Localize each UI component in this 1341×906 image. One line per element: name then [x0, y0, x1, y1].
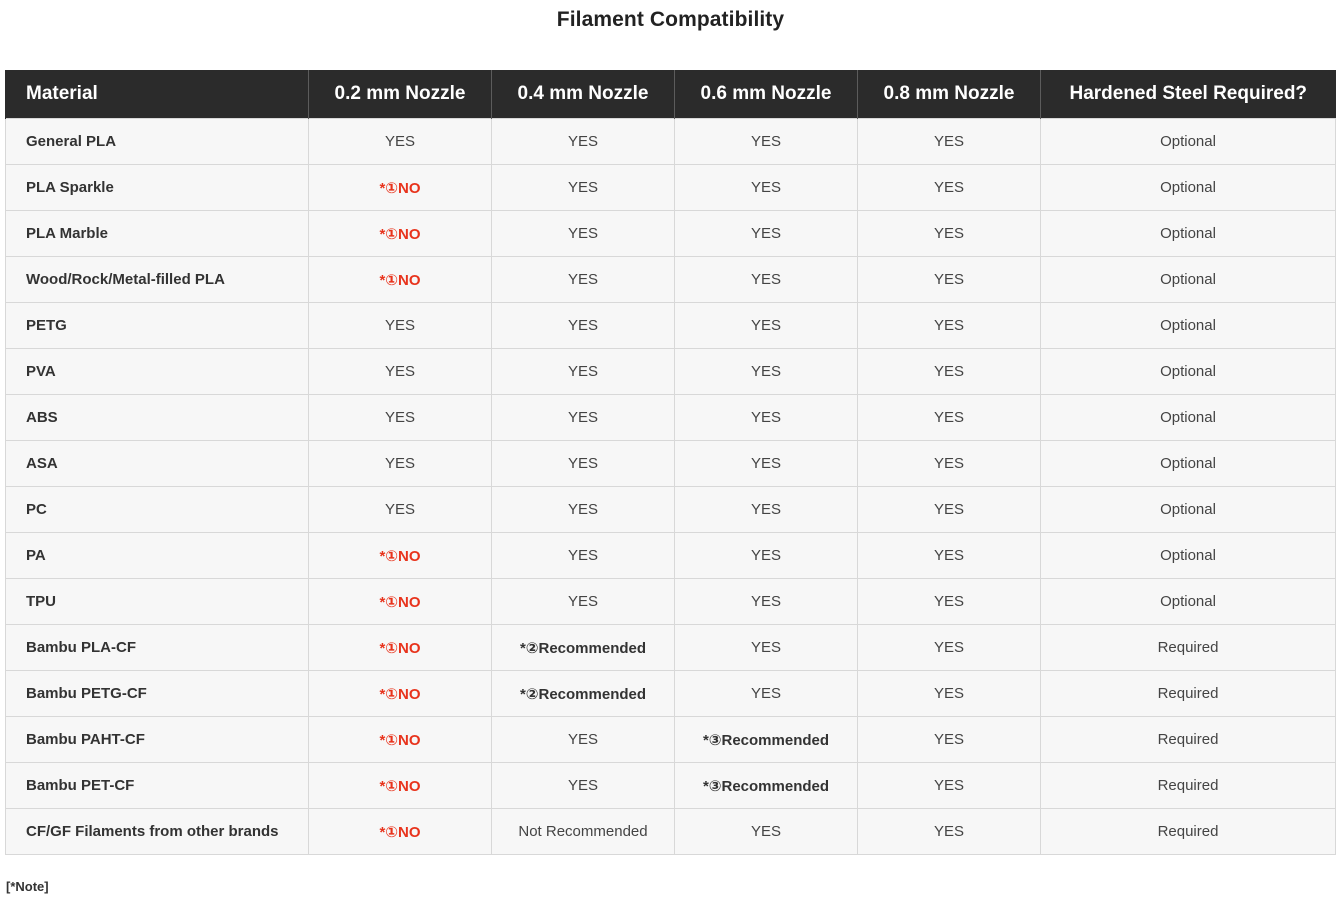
table-row	[6, 579, 1336, 625]
nozzle-0-4-cell	[492, 533, 675, 579]
hardened-steel-cell	[1041, 625, 1336, 671]
nozzle-0-2-cell	[309, 579, 492, 625]
nozzle-0-2-cell	[309, 119, 492, 165]
nozzle-0-6-cell	[675, 257, 858, 303]
hardened-steel-cell	[1041, 487, 1336, 533]
material-name-cell: Wood/Rock/Metal-filled PLA	[6, 257, 309, 303]
status-text: YES	[933, 179, 964, 196]
nozzle-0-6-cell	[675, 395, 858, 441]
nozzle-0-2-cell	[309, 395, 492, 441]
nozzle-0-8-cell	[858, 119, 1041, 165]
table-row	[6, 349, 1336, 395]
nozzle-0-4-cell	[492, 625, 675, 671]
status-text: Optional	[1160, 593, 1216, 610]
status-recommended-text: *②Recommended	[519, 639, 647, 657]
status-no-text: *①NO	[379, 179, 421, 197]
nozzle-0-6-cell	[675, 349, 858, 395]
status-no-text: *①NO	[379, 271, 421, 289]
hardened-steel-cell	[1041, 809, 1336, 855]
material-name-cell: ABS	[6, 395, 309, 441]
hardened-steel-cell	[1041, 441, 1336, 487]
status-text: YES	[933, 501, 964, 518]
status-text: YES	[933, 639, 964, 656]
hardened-steel-cell	[1041, 257, 1336, 303]
nozzle-0-2-cell	[309, 165, 492, 211]
status-text: YES	[750, 501, 781, 518]
table-row	[6, 671, 1336, 717]
status-text: Required	[1157, 777, 1219, 794]
status-text: YES	[384, 455, 415, 472]
hardened-steel-cell	[1041, 119, 1336, 165]
status-no-text: *①NO	[379, 547, 421, 565]
table-row	[6, 809, 1336, 855]
nozzle-0-4-cell	[492, 441, 675, 487]
nozzle-0-8-cell	[858, 533, 1041, 579]
status-text: YES	[567, 593, 598, 610]
status-text: YES	[750, 363, 781, 380]
nozzle-0-2-cell	[309, 303, 492, 349]
nozzle-0-4-cell	[492, 349, 675, 395]
status-text: Optional	[1160, 317, 1216, 334]
nozzle-0-2-cell	[309, 625, 492, 671]
status-text: Optional	[1160, 501, 1216, 518]
status-text: Optional	[1160, 133, 1216, 150]
nozzle-0-2-cell	[309, 533, 492, 579]
table-row	[6, 211, 1336, 257]
column-header-nozzle-0-8: 0.8 mm Nozzle	[858, 70, 1041, 119]
nozzle-0-2-cell	[309, 717, 492, 763]
status-text: YES	[933, 133, 964, 150]
table-header-row	[6, 70, 1336, 119]
material-name-cell: PVA	[6, 349, 309, 395]
note-label: [*Note]	[6, 879, 49, 894]
status-text: YES	[384, 133, 415, 150]
hardened-steel-cell	[1041, 165, 1336, 211]
material-name-cell: PLA Marble	[6, 211, 309, 257]
status-text: YES	[750, 823, 781, 840]
material-name-cell: PETG	[6, 303, 309, 349]
status-text: YES	[567, 317, 598, 334]
hardened-steel-cell	[1041, 717, 1336, 763]
status-text: YES	[750, 271, 781, 288]
status-text: Optional	[1160, 225, 1216, 242]
status-text: YES	[384, 501, 415, 518]
status-text: YES	[933, 225, 964, 242]
nozzle-0-2-cell	[309, 349, 492, 395]
status-text: Required	[1157, 731, 1219, 748]
nozzle-0-2-cell	[309, 763, 492, 809]
nozzle-0-8-cell	[858, 763, 1041, 809]
status-text: Optional	[1160, 547, 1216, 564]
status-text: Optional	[1160, 455, 1216, 472]
status-text: YES	[567, 363, 598, 380]
nozzle-0-6-cell	[675, 119, 858, 165]
status-text: YES	[567, 179, 598, 196]
nozzle-0-6-cell	[675, 165, 858, 211]
nozzle-0-8-cell	[858, 487, 1041, 533]
status-text: YES	[384, 409, 415, 426]
table-row	[6, 395, 1336, 441]
status-no-text: *①NO	[379, 685, 421, 703]
material-name-cell: PLA Sparkle	[6, 165, 309, 211]
table-row	[6, 441, 1336, 487]
status-no-text: *①NO	[379, 777, 421, 795]
column-header-material: Material	[6, 70, 309, 119]
hardened-steel-cell	[1041, 579, 1336, 625]
compatibility-table	[5, 70, 1336, 855]
status-no-text: *①NO	[379, 823, 421, 841]
status-text: YES	[750, 179, 781, 196]
status-text: YES	[750, 685, 781, 702]
nozzle-0-2-cell	[309, 671, 492, 717]
nozzle-0-6-cell	[675, 211, 858, 257]
status-text: YES	[750, 455, 781, 472]
nozzle-0-6-cell	[675, 809, 858, 855]
page-title: Filament Compatibility	[556, 8, 785, 31]
status-text: YES	[933, 731, 964, 748]
table-row	[6, 165, 1336, 211]
nozzle-0-6-cell	[675, 533, 858, 579]
status-text: YES	[933, 685, 964, 702]
status-text: YES	[750, 225, 781, 242]
material-name-cell: Bambu PET-CF	[6, 763, 309, 809]
status-text: Required	[1157, 823, 1219, 840]
table-row	[6, 533, 1336, 579]
status-text: YES	[384, 363, 415, 380]
nozzle-0-6-cell	[675, 303, 858, 349]
nozzle-0-8-cell	[858, 257, 1041, 303]
status-text: YES	[933, 317, 964, 334]
nozzle-0-6-cell	[675, 717, 858, 763]
status-text: Optional	[1160, 409, 1216, 426]
status-no-text: *①NO	[379, 593, 421, 611]
status-recommended-text: *②Recommended	[519, 685, 647, 703]
status-text: Not Recommended	[518, 823, 648, 840]
status-text: YES	[933, 777, 964, 794]
material-name-cell: PA	[6, 533, 309, 579]
status-text: YES	[750, 409, 781, 426]
nozzle-0-6-cell	[675, 763, 858, 809]
nozzle-0-8-cell	[858, 809, 1041, 855]
status-no-text: *①NO	[379, 731, 421, 749]
status-text: YES	[567, 547, 598, 564]
material-name-cell: CF/GF Filaments from other brands	[6, 809, 309, 855]
nozzle-0-6-cell	[675, 625, 858, 671]
nozzle-0-4-cell	[492, 303, 675, 349]
nozzle-0-4-cell	[492, 211, 675, 257]
hardened-steel-cell	[1041, 671, 1336, 717]
table-row	[6, 303, 1336, 349]
status-text: YES	[567, 225, 598, 242]
status-text: YES	[567, 271, 598, 288]
nozzle-0-8-cell	[858, 441, 1041, 487]
nozzle-0-4-cell	[492, 487, 675, 533]
status-text: YES	[567, 409, 598, 426]
status-text: Required	[1157, 685, 1219, 702]
nozzle-0-6-cell	[675, 671, 858, 717]
status-recommended-text: *③Recommended	[702, 731, 830, 749]
material-name-cell: Bambu PETG-CF	[6, 671, 309, 717]
nozzle-0-8-cell	[858, 303, 1041, 349]
status-text: Optional	[1160, 271, 1216, 288]
nozzle-0-4-cell	[492, 809, 675, 855]
material-name-cell: TPU	[6, 579, 309, 625]
status-text: YES	[933, 455, 964, 472]
status-recommended-text: *③Recommended	[702, 777, 830, 795]
table-row	[6, 625, 1336, 671]
nozzle-0-8-cell	[858, 625, 1041, 671]
hardened-steel-cell	[1041, 763, 1336, 809]
status-text: YES	[933, 271, 964, 288]
nozzle-0-8-cell	[858, 349, 1041, 395]
column-header-hardened-steel: Hardened Steel Required?	[1041, 70, 1336, 119]
status-text: YES	[933, 593, 964, 610]
nozzle-0-6-cell	[675, 487, 858, 533]
status-text: YES	[933, 547, 964, 564]
status-no-text: *①NO	[379, 639, 421, 657]
status-text: YES	[567, 455, 598, 472]
status-text: YES	[750, 639, 781, 656]
column-header-nozzle-0-4: 0.4 mm Nozzle	[492, 70, 675, 119]
status-text: YES	[567, 501, 598, 518]
status-text: Optional	[1160, 363, 1216, 380]
status-text: YES	[933, 363, 964, 380]
nozzle-0-8-cell	[858, 671, 1041, 717]
nozzle-0-4-cell	[492, 763, 675, 809]
table-row	[6, 717, 1336, 763]
nozzle-0-4-cell	[492, 671, 675, 717]
material-name-cell: ASA	[6, 441, 309, 487]
material-name-cell: PC	[6, 487, 309, 533]
nozzle-0-4-cell	[492, 257, 675, 303]
status-text: YES	[750, 593, 781, 610]
status-text: YES	[567, 133, 598, 150]
nozzle-0-2-cell	[309, 211, 492, 257]
nozzle-0-2-cell	[309, 441, 492, 487]
material-name-cell: Bambu PAHT-CF	[6, 717, 309, 763]
nozzle-0-8-cell	[858, 211, 1041, 257]
nozzle-0-8-cell	[858, 395, 1041, 441]
status-text: Optional	[1160, 179, 1216, 196]
nozzle-0-8-cell	[858, 165, 1041, 211]
hardened-steel-cell	[1041, 303, 1336, 349]
nozzle-0-4-cell	[492, 165, 675, 211]
status-text: YES	[750, 133, 781, 150]
status-text: Required	[1157, 639, 1219, 656]
nozzle-0-2-cell	[309, 809, 492, 855]
nozzle-0-4-cell	[492, 717, 675, 763]
status-text: YES	[933, 409, 964, 426]
status-text: YES	[933, 823, 964, 840]
material-name-cell: General PLA	[6, 119, 309, 165]
hardened-steel-cell	[1041, 211, 1336, 257]
status-text: YES	[567, 777, 598, 794]
hardened-steel-cell	[1041, 395, 1336, 441]
nozzle-0-6-cell	[675, 579, 858, 625]
status-text: YES	[750, 317, 781, 334]
status-no-text: *①NO	[379, 225, 421, 243]
column-header-nozzle-0-2: 0.2 mm Nozzle	[309, 70, 492, 119]
status-text: YES	[567, 731, 598, 748]
table-row	[6, 119, 1336, 165]
status-text: YES	[384, 317, 415, 334]
table-row	[6, 487, 1336, 533]
column-header-nozzle-0-6: 0.6 mm Nozzle	[675, 70, 858, 119]
hardened-steel-cell	[1041, 349, 1336, 395]
status-text: YES	[750, 547, 781, 564]
nozzle-0-6-cell	[675, 441, 858, 487]
table-row	[6, 257, 1336, 303]
nozzle-0-2-cell	[309, 257, 492, 303]
nozzle-0-2-cell	[309, 487, 492, 533]
nozzle-0-4-cell	[492, 119, 675, 165]
table-body	[6, 119, 1336, 855]
nozzle-0-8-cell	[858, 579, 1041, 625]
material-name-cell: Bambu PLA-CF	[6, 625, 309, 671]
nozzle-0-4-cell	[492, 395, 675, 441]
hardened-steel-cell	[1041, 533, 1336, 579]
nozzle-0-8-cell	[858, 717, 1041, 763]
nozzle-0-4-cell	[492, 579, 675, 625]
table-row	[6, 763, 1336, 809]
